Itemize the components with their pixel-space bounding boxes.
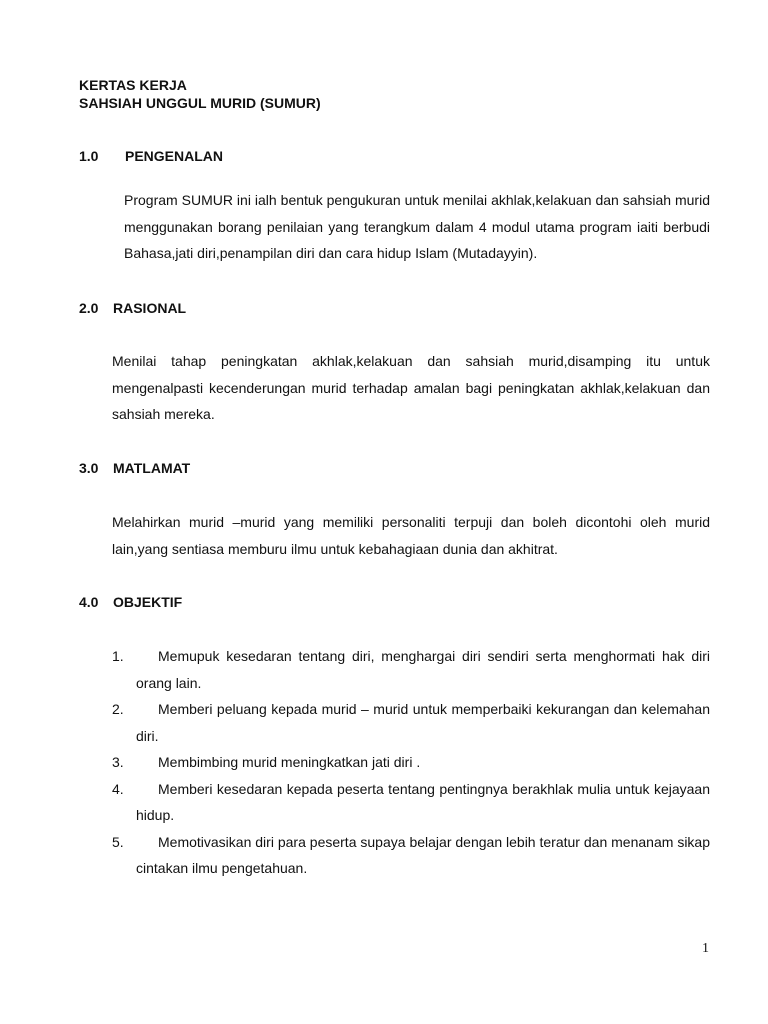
section-number: 1.0: [79, 148, 99, 164]
section-number: 2.0: [79, 300, 99, 316]
section-heading-pengenalan: [79, 148, 223, 164]
document-title: [79, 76, 321, 112]
list-item-text: Memupuk kesedaran tentang diri, menghargai diri sendiri serta menghormati hak diri orang lain.: [136, 648, 710, 691]
section-body-matlamat: Melahirkan murid –murid yang memiliki personaliti terpuji dan boleh dicontohi oleh murid lain,yang sentiasa memburu ilmu untuk kebahagiaan dunia dan akhitrat.: [112, 514, 710, 557]
list-item: [112, 643, 710, 696]
list-item-text: Memberi peluang kepada murid – murid untuk memperbaiki kekurangan dan kelemahan diri.: [136, 701, 710, 744]
list-item-number: 4.: [112, 780, 124, 797]
list-item: [112, 776, 710, 829]
section-heading-objektif: [79, 594, 182, 610]
list-item-number: 3.: [112, 754, 124, 770]
list-item-text: Membimbing murid meningkatkan jati diri .: [158, 754, 421, 770]
title-line-2: SAHSIAH UNGGUL MURID (SUMUR): [79, 95, 321, 111]
section-number: 3.0: [79, 460, 99, 476]
list-item-text: Memotivasikan diri para peserta supaya belajar dengan lebih teratur dan menanam sikap cintakan ilmu pengetahuan.: [136, 833, 710, 876]
section-body-rasional: Menilai tahap peningkatan akhlak,kelakuan dan sahsiah murid,disamping itu untuk mengenalpasti kecenderungan murid terhadap amalan bagi peningkatan akhlak,kelakuan dan sahsiah mereka.: [112, 353, 710, 422]
section-body-pengenalan: Program SUMUR ini ialh bentuk pengukuran untuk menilai akhlak,kelakuan dan sahsiah murid menggunakan borang penilaian yang terangkum dalam 4 modul utama program iaiti berbudi Bahasa,jati diri,penampilan diri dan cara hidup Islam (Mutadayyin).: [124, 192, 710, 261]
objectives-list: [112, 643, 710, 882]
section-title: MATLAMAT: [113, 460, 191, 476]
list-item-number: 2.: [112, 701, 124, 717]
section-heading-matlamat: [79, 460, 190, 476]
section-title: OBJEKTIF: [113, 594, 183, 610]
list-item: [112, 696, 710, 749]
section-heading-rasional: [79, 300, 186, 316]
section-number: 4.0: [79, 594, 99, 610]
section-title: RASIONAL: [113, 300, 187, 316]
page-number: 1: [702, 941, 709, 956]
list-item-text: Memberi kesedaran kepada peserta tentang pentingnya berakhlak mulia untuk kejayaan hidup.: [136, 780, 710, 823]
list-item-number: 5.: [112, 833, 124, 850]
title-line-1: KERTAS KERJA: [79, 77, 187, 93]
section-title: PENGENALAN: [125, 148, 224, 164]
list-item: [112, 829, 710, 882]
list-item-number: 1.: [112, 648, 124, 664]
list-item: [112, 749, 710, 776]
